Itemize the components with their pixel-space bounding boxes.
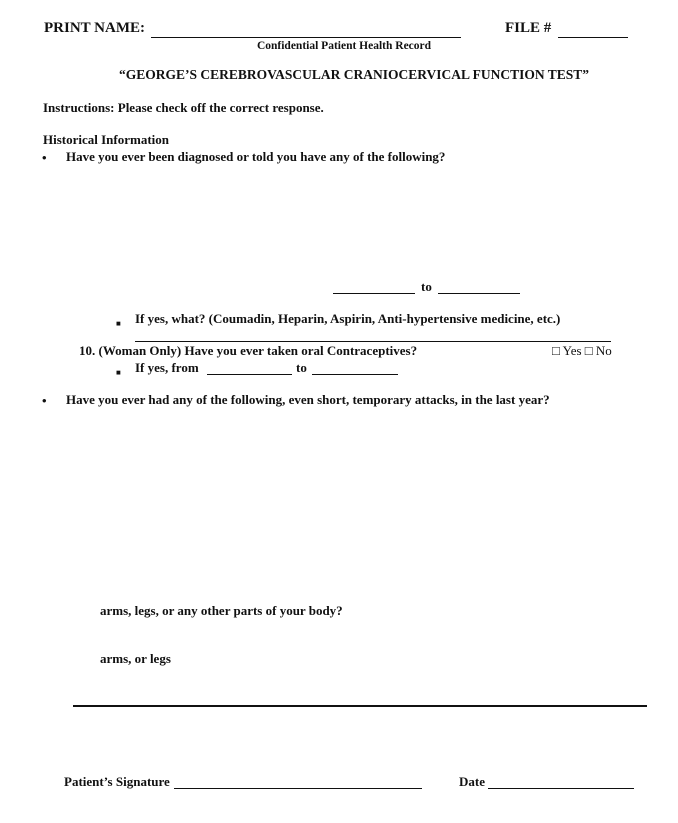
item-10-question: 10. (Woman Only) Have you ever taken oral Contraceptives? [79, 343, 418, 358]
meds-sub-question: If yes, what? (Coumadin, Heparin, Aspirin, Anti-hypertensive medicine, etc.) [135, 311, 561, 326]
print-name-label: PRINT NAME: [44, 20, 145, 36]
signature-field[interactable] [174, 775, 422, 789]
form-title: “GEORGE’S CEREBROVASCULAR CRANIOCERVICAL FUNCTION TEST” [118, 67, 590, 82]
question-2: Have you ever had any of the following, even short, temporary attacks, in the last year? [66, 392, 550, 407]
item-10-choice [552, 343, 612, 359]
print-name-field[interactable] [151, 22, 461, 38]
date-field[interactable] [488, 775, 634, 789]
date-label: Date [459, 774, 485, 789]
sub-bullet: ■ [116, 368, 121, 377]
bullet-dot: • [42, 150, 47, 165]
file-number-label: FILE # [505, 20, 552, 36]
smoker-from-field[interactable] [333, 281, 415, 294]
yes-checkbox[interactable]: □ Yes [552, 343, 582, 358]
divider [73, 705, 647, 707]
instructions: Instructions: Please check off the correct response. [43, 100, 324, 115]
question-1: Have you ever been diagnosed or told you have any of the following? [66, 149, 446, 164]
section-heading: Historical Information [43, 132, 170, 147]
confidential-note: Confidential Patient Health Record [256, 40, 432, 52]
item-14-continued: arms, or legs [100, 651, 171, 666]
smoker-to-field[interactable] [438, 281, 520, 294]
signature-label: Patient’s Signature [64, 774, 170, 789]
item-10-from-label: If yes, from [135, 360, 199, 375]
no-checkbox[interactable]: □ No [584, 343, 612, 358]
file-number-field[interactable] [558, 22, 628, 38]
meds-answer-field[interactable] [135, 331, 611, 342]
sub-bullet: ■ [116, 319, 121, 328]
bullet-dot: • [42, 393, 47, 408]
item-10-to-field[interactable] [312, 362, 398, 375]
item-12-continued: arms, legs, or any other parts of your body? [100, 603, 343, 618]
item-10-to-label: to [296, 360, 307, 375]
smoker-to-label: to [421, 279, 432, 294]
item-10-from-field[interactable] [207, 362, 292, 375]
